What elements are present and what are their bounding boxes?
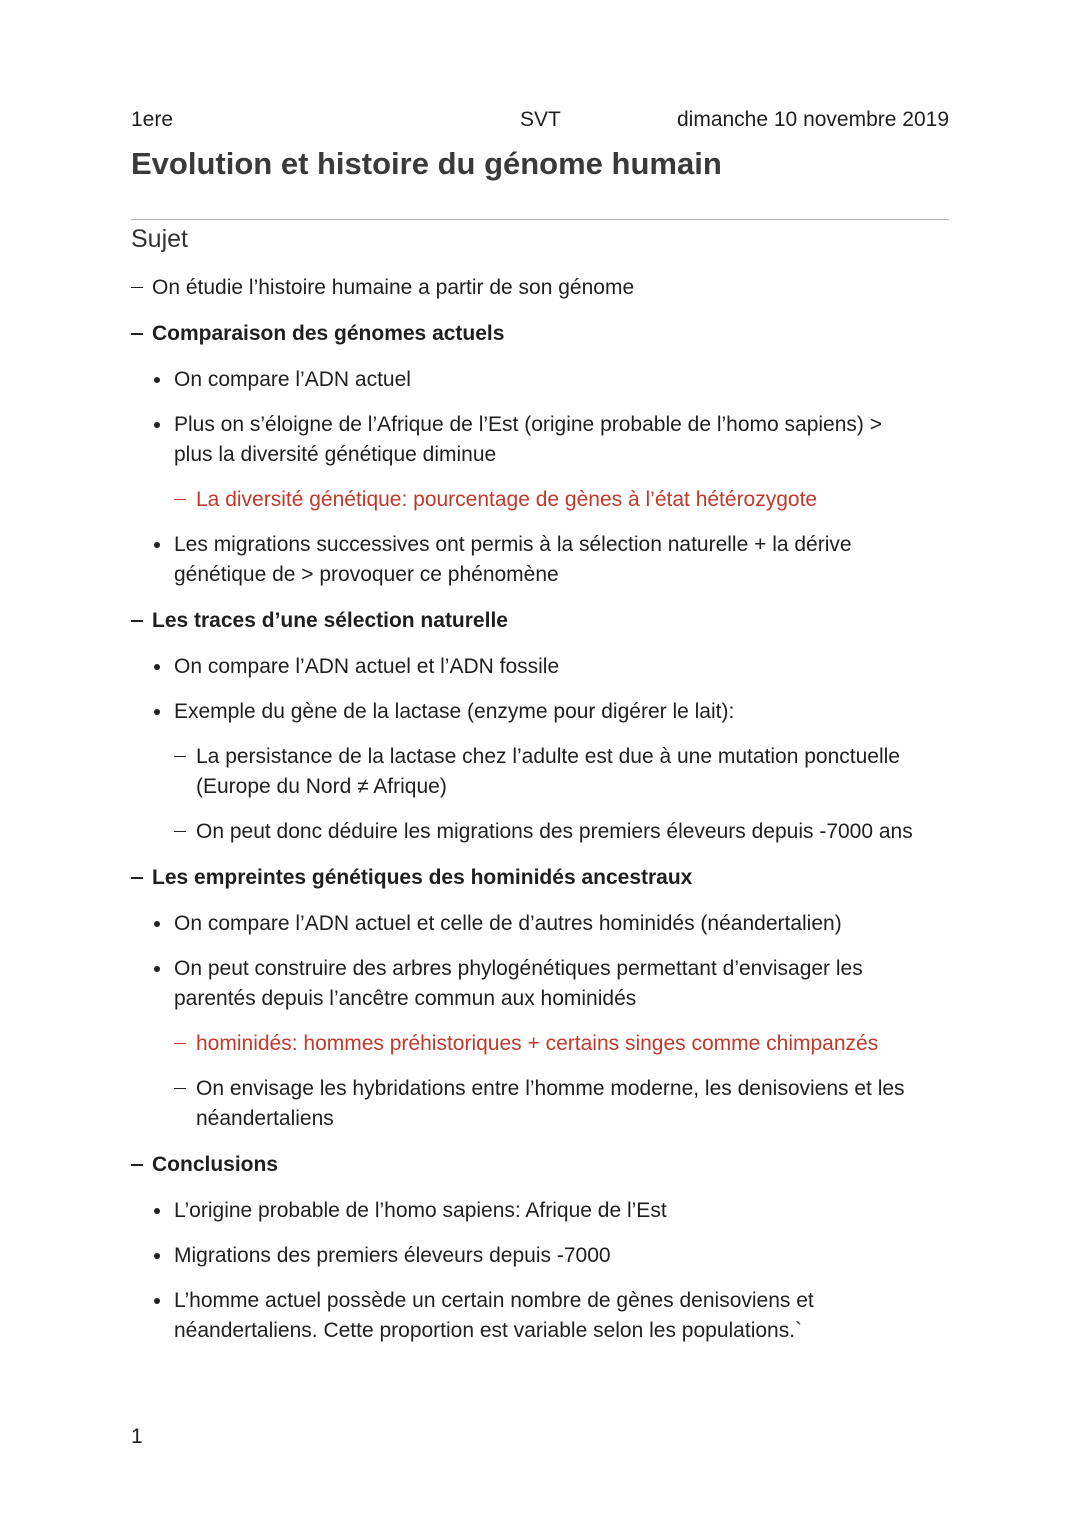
list-item: Migrations des premiers éleveurs depuis -7000 bbox=[174, 1244, 611, 1267]
bullet-dot bbox=[154, 709, 160, 715]
list-item: Exemple du gène de la lactase (enzyme pour digérer le lait): bbox=[174, 700, 735, 723]
subject: SVT bbox=[520, 108, 561, 131]
page-title: Evolution et histoire du génome humain bbox=[131, 146, 722, 181]
sub-item: La persistance de la lactase chez l’adulte est due à une mutation ponctuelle bbox=[196, 745, 900, 768]
list-item-continuation: parentés depuis l’ancêtre commun aux hominidés bbox=[174, 987, 637, 1010]
list-item-continuation: génétique de > provoquer ce phénomène bbox=[174, 563, 559, 586]
sub-item: On envisage les hybridations entre l’homme moderne, les denisoviens et les bbox=[196, 1077, 905, 1100]
list-item-continuation: plus la diversité génétique diminue bbox=[174, 443, 497, 466]
intro-text: On étudie l’histoire humaine a partir de son génome bbox=[152, 276, 635, 299]
section-heading: Sujet bbox=[131, 225, 188, 253]
bullet-dot bbox=[154, 1253, 160, 1259]
bullet-dot bbox=[154, 377, 160, 383]
bullet-dot bbox=[154, 1298, 160, 1304]
list-item: On peut construire des arbres phylogénétiques permettant d’envisager les bbox=[174, 957, 863, 980]
page-header bbox=[131, 108, 949, 136]
bullet-dot bbox=[154, 921, 160, 927]
dash-marker bbox=[174, 1043, 186, 1044]
sub-item-continuation: (Europe du Nord ≠ Afrique) bbox=[196, 775, 447, 798]
sub-item: On peut donc déduire les migrations des premiers éleveurs depuis -7000 ans bbox=[196, 820, 913, 843]
bullet-dot bbox=[154, 966, 160, 972]
list-item: Les migrations successives ont permis à la sélection naturelle + la dérive bbox=[174, 533, 852, 556]
bullet-dot bbox=[154, 664, 160, 670]
section-4-heading: Conclusions bbox=[152, 1153, 279, 1176]
dash-marker bbox=[174, 831, 186, 832]
bullet-dot bbox=[154, 1208, 160, 1214]
section-2-heading: Les traces d’une sélection naturelle bbox=[152, 609, 508, 632]
dash-marker bbox=[131, 333, 143, 335]
class-level: 1ere bbox=[131, 108, 174, 131]
list-item: On compare l’ADN actuel et l’ADN fossile bbox=[174, 655, 560, 678]
date: dimanche 10 novembre 2019 bbox=[676, 108, 949, 131]
list-item: L’homme actuel possède un certain nombre de gènes denisoviens et bbox=[174, 1289, 814, 1312]
dash-marker bbox=[174, 1088, 186, 1089]
page-number: 1 bbox=[131, 1425, 143, 1448]
bullet-dot bbox=[154, 422, 160, 428]
definition-note: hominidés: hommes préhistoriques + certains singes comme chimpanzés bbox=[196, 1032, 879, 1055]
dash-marker bbox=[131, 877, 143, 879]
section-1-heading: Comparaison des génomes actuels bbox=[152, 322, 505, 345]
bullet-dot bbox=[154, 542, 160, 548]
section-3-heading: Les empreintes génétiques des hominidés ancestraux bbox=[152, 866, 693, 889]
list-item: On compare l’ADN actuel bbox=[174, 368, 411, 391]
dash-marker bbox=[131, 620, 143, 622]
list-item: On compare l’ADN actuel et celle de d’autres hominidés (néandertalien) bbox=[174, 912, 842, 935]
dash-marker bbox=[131, 287, 143, 288]
dash-marker bbox=[174, 499, 186, 500]
dash-marker bbox=[174, 756, 186, 757]
list-item: Plus on s’éloigne de l’Afrique de l’Est (origine probable de l’homo sapiens) > bbox=[174, 413, 883, 436]
sub-item-continuation: néandertaliens bbox=[196, 1107, 334, 1130]
list-item-continuation: néandertaliens. Cette proportion est variable selon les populations.` bbox=[174, 1319, 803, 1342]
definition-note: La diversité génétique: pourcentage de gènes à l’état hétérozygote bbox=[196, 488, 818, 511]
list-item: L’origine probable de l’homo sapiens: Afrique de l’Est bbox=[174, 1199, 667, 1222]
dash-marker bbox=[131, 1164, 143, 1166]
title-divider bbox=[131, 219, 949, 220]
